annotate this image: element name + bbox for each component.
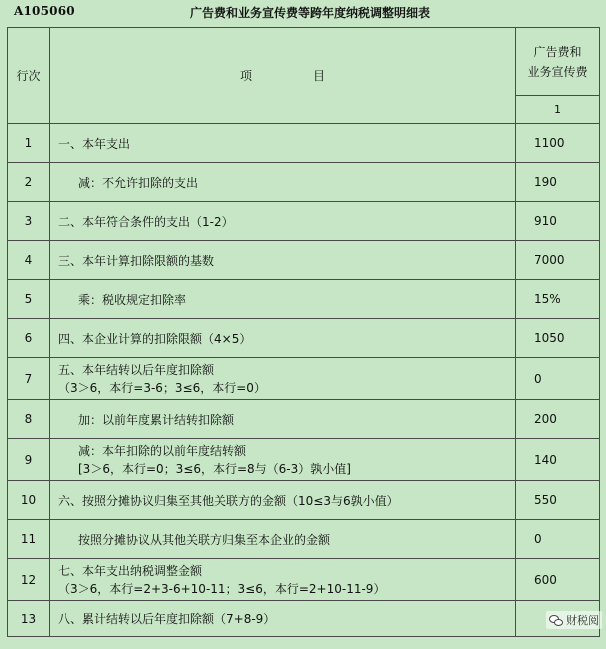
row-value-text: 140 [534, 452, 557, 467]
row-value [516, 358, 600, 400]
row-value-text: 1100 [534, 136, 565, 150]
row-value [516, 163, 600, 202]
row-item: 四、本企业计算的扣除限额（4×5） [50, 319, 516, 358]
row-number: 10 [8, 481, 50, 520]
col-value-number: 1 [516, 96, 600, 124]
col-item-header-label: 项 目 [239, 69, 326, 83]
col-value-header [516, 28, 600, 96]
row-number: 2 [8, 163, 50, 202]
row-item: 加：以前年度累计结转扣除额 [50, 400, 516, 439]
col-value-header-line1: 广告费和 [533, 44, 582, 59]
table-row [8, 163, 600, 202]
row-value-text: 910 [534, 214, 557, 228]
row-number: 1 [8, 124, 50, 163]
table-row [8, 601, 600, 637]
watermark [546, 611, 602, 629]
form-code: A105060 [14, 4, 75, 18]
table-row [8, 319, 600, 358]
tax-adjustment-table [7, 27, 600, 637]
row-number: 9 [8, 439, 50, 481]
row-value [516, 400, 600, 439]
row-item: 六、按照分摊协议归集至其他关联方的金额（10≤3与6孰小值） [50, 481, 516, 520]
row-number: 4 [8, 241, 50, 280]
table-row [8, 559, 600, 601]
row-value [516, 559, 600, 601]
row-item: 八、累计结转以后年度扣除额（7+8-9） [50, 601, 516, 637]
row-value [516, 319, 600, 358]
row-value [516, 439, 600, 481]
row-item [50, 559, 516, 601]
row-number: 13 [8, 601, 50, 637]
col-item-header [50, 28, 516, 124]
row-value [516, 202, 600, 241]
row-item: 减：不允许扣除的支出 [50, 163, 516, 202]
table-row [8, 241, 600, 280]
row-number: 6 [8, 319, 50, 358]
row-value-text: 1050 [534, 331, 565, 345]
row-number: 8 [8, 400, 50, 439]
row-value [516, 241, 600, 280]
row-number: 12 [8, 559, 50, 601]
row-value-text: 0 [534, 371, 542, 386]
row-value-text: 190 [534, 175, 557, 189]
row-number: 3 [8, 202, 50, 241]
row-item: 二、本年符合条件的支出（1-2） [50, 202, 516, 241]
row-item-line2: （3＞6，本行=3-6；3≤6，本行=0） [58, 380, 266, 395]
row-number: 5 [8, 280, 50, 319]
row-value-text: 600 [534, 572, 557, 587]
row-item: 乘：税收规定扣除率 [50, 280, 516, 319]
row-value-text: 200 [534, 412, 557, 426]
table-row [8, 202, 600, 241]
col-value-header-line2: 业务宣传费 [527, 64, 588, 79]
header-row [8, 28, 600, 96]
watermark-text: 财税阅 [566, 614, 599, 627]
table-row [8, 358, 600, 400]
row-item: 三、本年计算扣除限额的基数 [50, 241, 516, 280]
row-item [50, 358, 516, 400]
table-row [8, 280, 600, 319]
row-item-line2: [3＞6，本行=0；3≤6，本行=8与（6-3）孰小值] [78, 461, 351, 476]
row-value-text: 15% [534, 292, 561, 306]
wechat-icon [549, 614, 563, 626]
table-row [8, 439, 600, 481]
col-no-header: 行次 [8, 28, 50, 124]
row-item-line2: （3＞6，本行=2+3-6+10-11；3≤6，本行=2+10-11-9） [58, 581, 386, 596]
row-number: 7 [8, 358, 50, 400]
row-value-text: 7000 [534, 253, 565, 267]
form-title: 广告费和业务宣传费等跨年度纳税调整明细表 [190, 6, 431, 20]
row-number: 11 [8, 520, 50, 559]
row-item-line1: 七、本年支出纳税调整金额 [58, 563, 203, 578]
row-value-text: 550 [534, 493, 557, 507]
row-value [516, 520, 600, 559]
row-value-text: 0 [534, 532, 542, 546]
table-row [8, 400, 600, 439]
row-value [516, 280, 600, 319]
row-item-line1: 五、本年结转以后年度扣除额 [58, 362, 215, 377]
row-item-line1: 减：本年扣除的以前年度结转额 [78, 443, 247, 458]
row-item: 一、本年支出 [50, 124, 516, 163]
row-value [516, 481, 600, 520]
table-row [8, 124, 600, 163]
table-row [8, 520, 600, 559]
row-item [50, 439, 516, 481]
table-row [8, 481, 600, 520]
row-item: 按照分摊协议从其他关联方归集至本企业的金额 [50, 520, 516, 559]
row-value [516, 124, 600, 163]
